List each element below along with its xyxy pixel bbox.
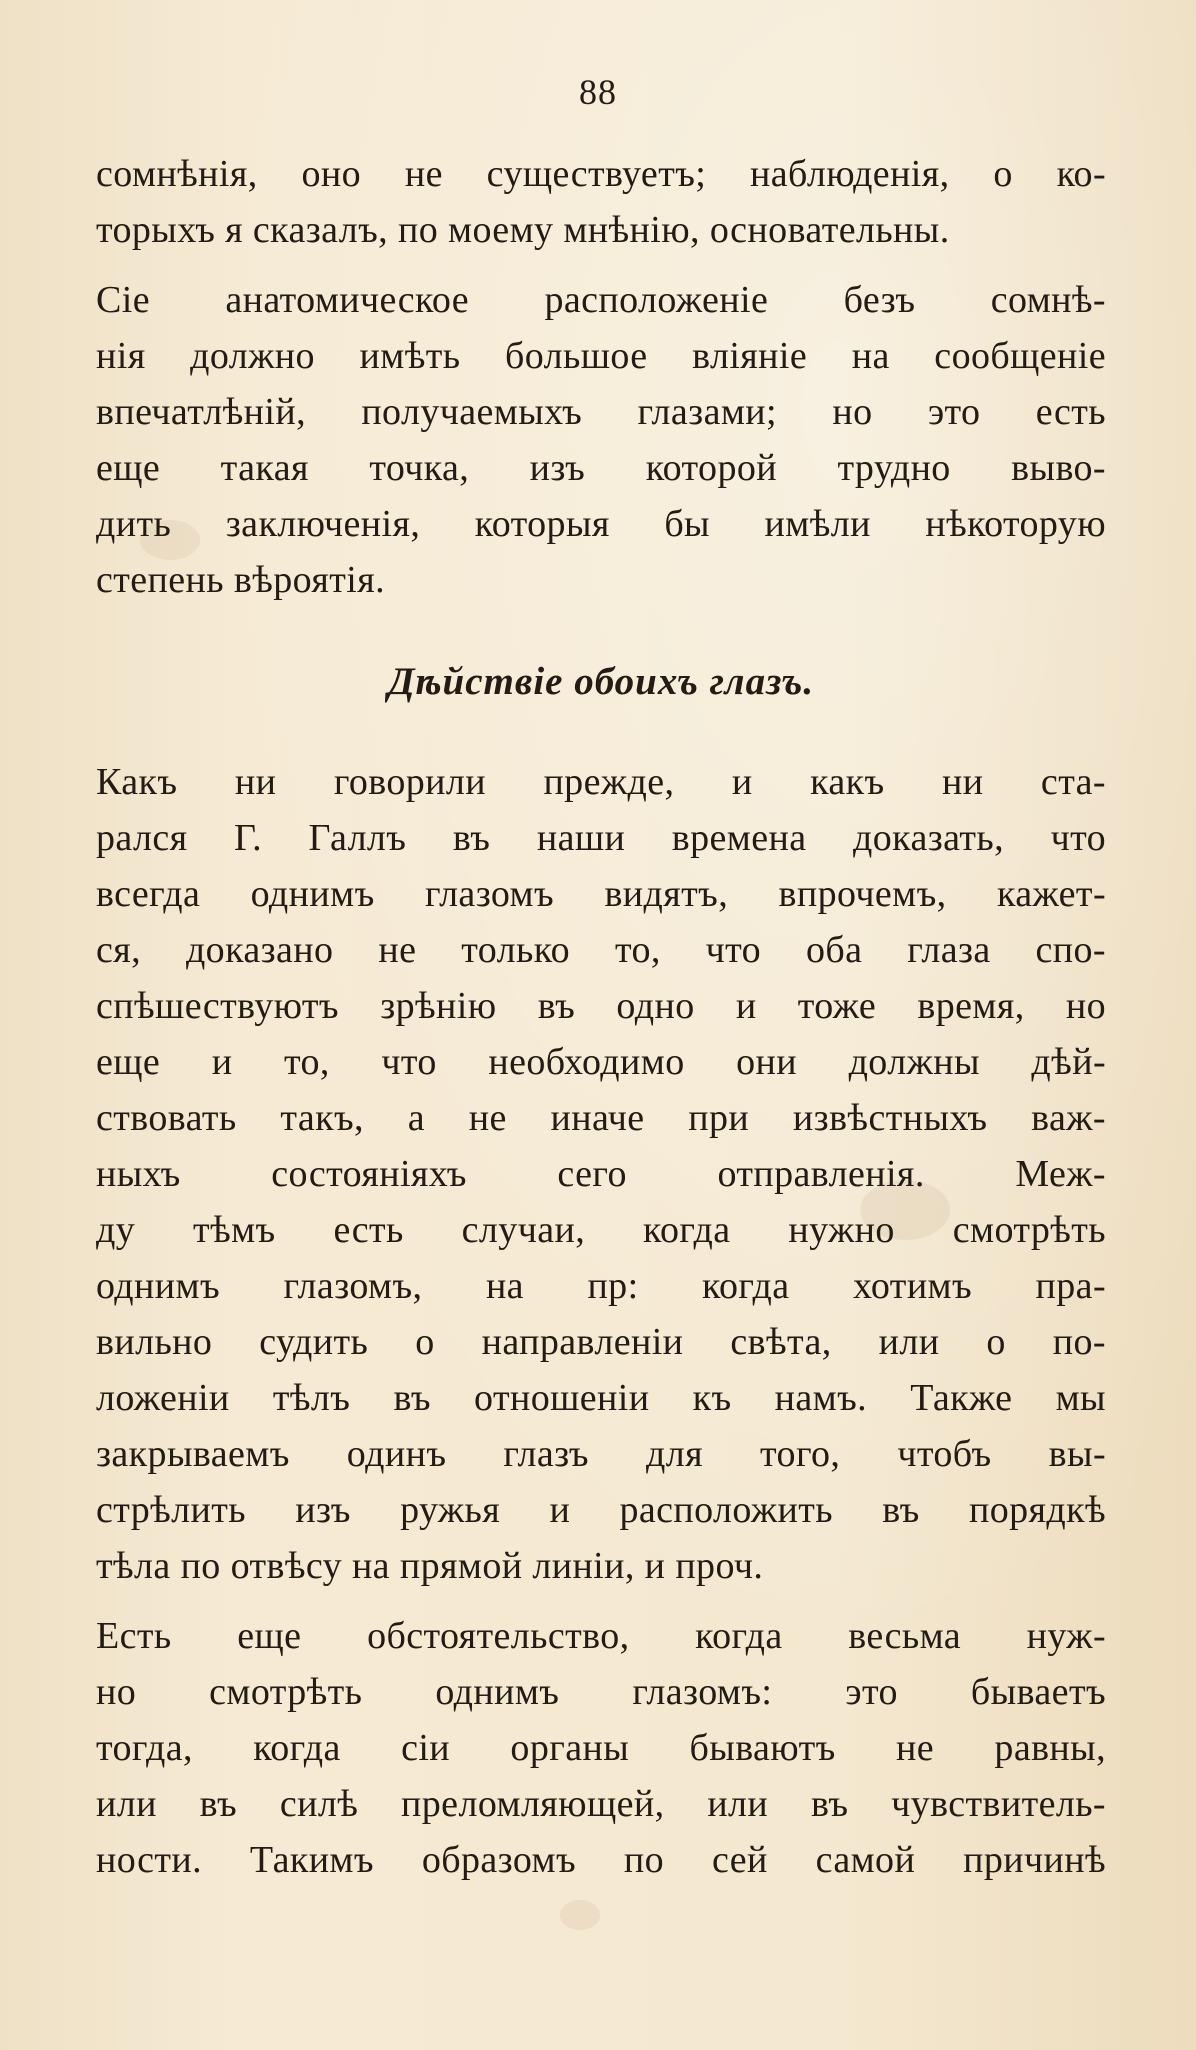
paragraph-1 [96, 146, 1106, 258]
text-line: ду тѣмъ есть случаи, когда нужно смотрѣть [96, 1209, 1106, 1251]
text-line: нія должно имѣть большое вліяніе на сообщеніе [96, 335, 1106, 377]
text-line: степень вѣроятія. [96, 559, 385, 601]
text-line: еще и то, что необходимо они должны дѣй- [96, 1041, 1106, 1083]
text-line: закрываемъ одинъ глазъ для того, чтобъ вы- [96, 1433, 1106, 1475]
text-line: ложеніи тѣлъ въ отношеніи къ намъ. Также мы [96, 1377, 1106, 1419]
text-line: ствовать такъ, а не иначе при извѣстныхъ важ- [96, 1097, 1106, 1139]
text-line: впечатлѣній, получаемыхъ глазами; но это есть [96, 391, 1106, 433]
text-line: торыхъ я сказалъ, по моему мнѣнію, основательны. [96, 209, 950, 251]
section-heading: Дѣйствіе обоихъ глазъ. [387, 660, 815, 703]
text-line: Сіе анатомическое расположеніе безъ сомнѣ- [96, 279, 1106, 321]
text-line: Какъ ни говорили прежде, и какъ ни ста- [96, 761, 1106, 803]
text-line: или въ силѣ преломляющей, или въ чувствитель- [96, 1783, 1106, 1825]
text-line: ныхъ состояніяхъ сего отправленія. Меж- [96, 1153, 1106, 1195]
paper-stain [560, 1900, 600, 1930]
text-line: но смотрѣть однимъ глазомъ: это бываетъ [96, 1671, 1106, 1713]
text-line: тѣла по отвѣсу на прямой линіи, и проч. [96, 1545, 764, 1587]
text-line: всегда однимъ глазомъ видятъ, впрочемъ, кажет- [96, 873, 1106, 915]
text-line: стрѣлить изъ ружья и расположить въ порядкѣ [96, 1489, 1106, 1531]
text-line: вильно судить о направленіи свѣта, или о по- [96, 1321, 1106, 1363]
text-line: ся, доказано не только то, что оба глаза спо- [96, 929, 1106, 971]
text-line: однимъ глазомъ, на пр: когда хотимъ пра- [96, 1265, 1106, 1307]
text-line: сомнѣнія, оно не существуетъ; наблюденія, о ко- [96, 153, 1106, 195]
text-line: дить заключенія, которыя бы имѣли нѣкоторую [96, 503, 1106, 545]
paragraph-3 [96, 754, 1106, 1594]
text-line: рался Г. Галлъ въ наши времена доказать, что [96, 817, 1106, 859]
text-line: Есть еще обстоятельство, когда весьма нуж- [96, 1615, 1106, 1657]
text-line: тогда, когда сіи органы бываютъ не равны, [96, 1727, 1106, 1769]
paragraph-2 [96, 272, 1106, 608]
text-line: спѣшествуютъ зрѣнію въ одно и тоже время, но [96, 985, 1106, 1027]
page-number: 88 [579, 72, 617, 112]
text-line: еще такая точка, изъ которой трудно выво- [96, 447, 1106, 489]
body-text [96, 146, 1106, 1888]
paragraph-4 [96, 1608, 1106, 1888]
text-line: ности. Такимъ образомъ по сей самой причинѣ [96, 1839, 1106, 1881]
